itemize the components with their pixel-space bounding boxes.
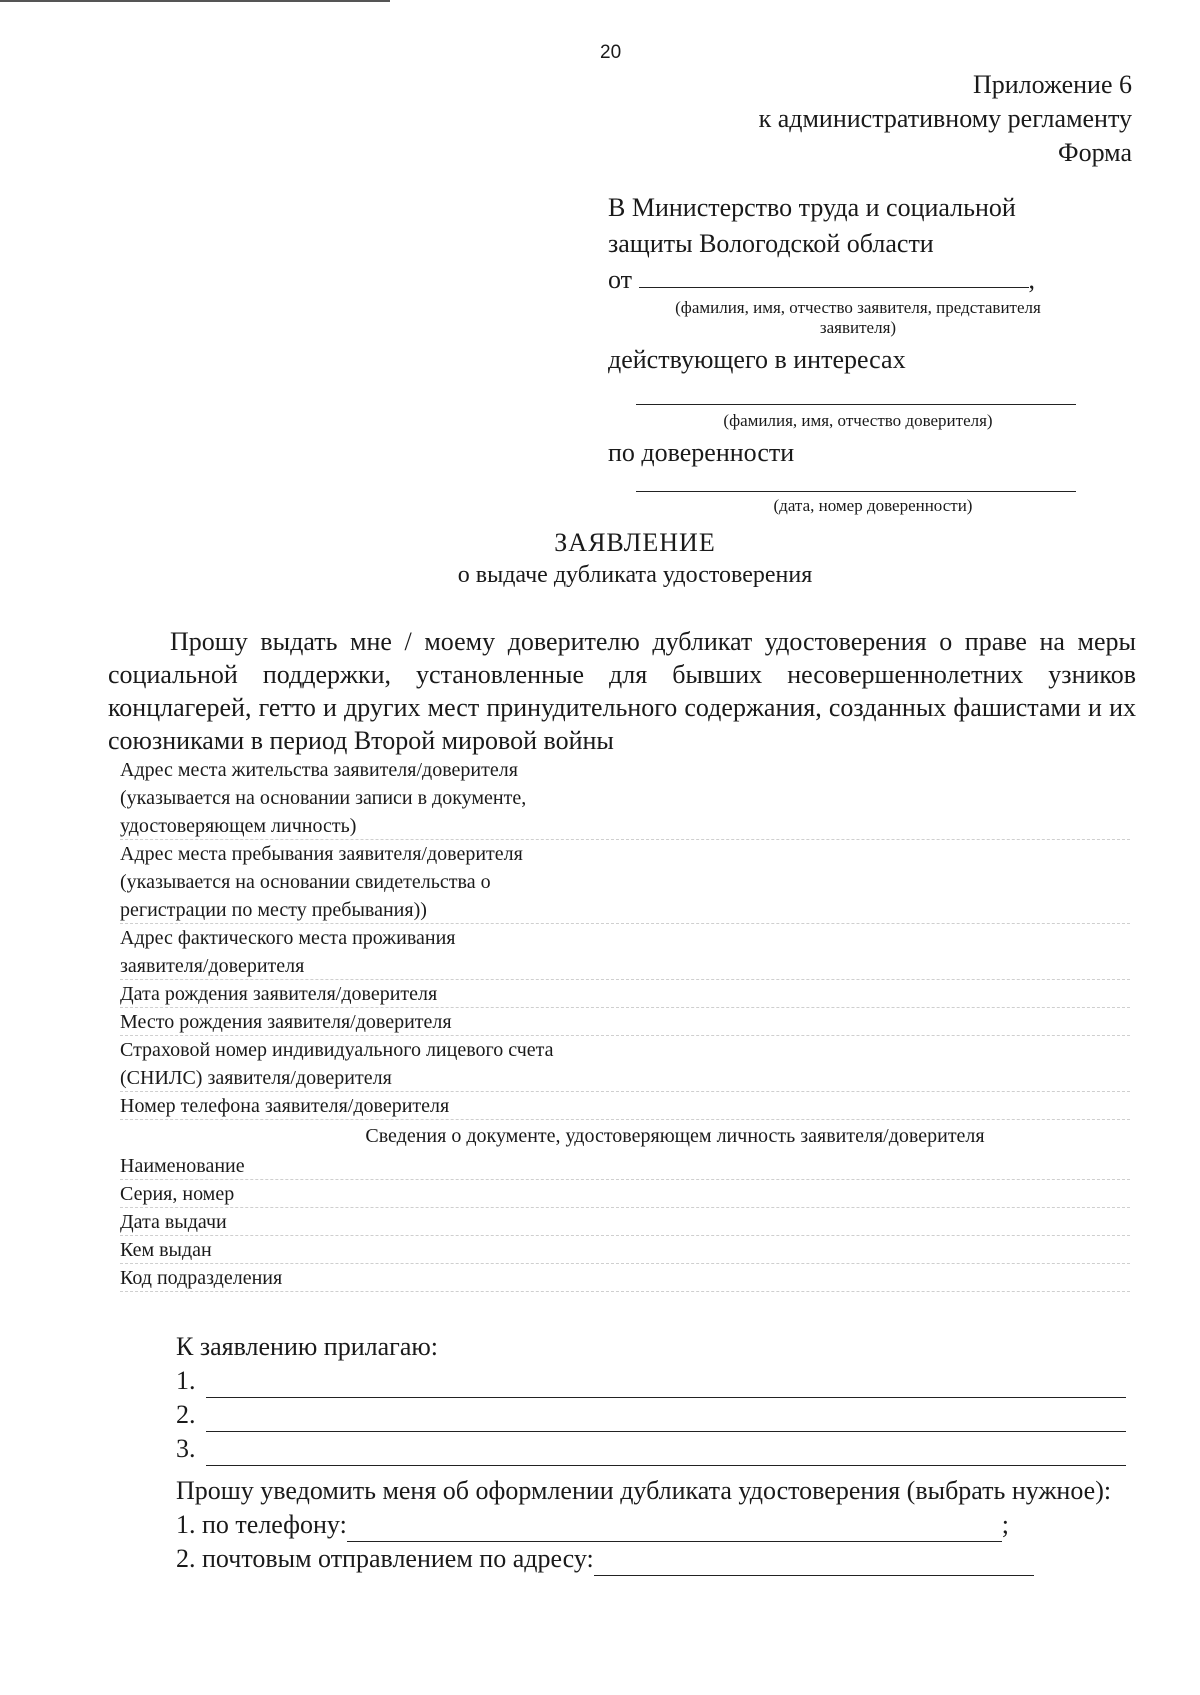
acting-hint: (фамилия, имя, отчество доверителя): [723, 411, 993, 430]
from-comma: ,: [1028, 265, 1036, 294]
id-document-field-label: Дата выдачи: [120, 1211, 227, 1233]
attachment-number: 3.: [176, 1434, 196, 1463]
id-document-field-label: Код подразделения: [120, 1267, 283, 1289]
applicant-field[interactable]: [120, 1008, 1130, 1036]
notify-option-mail[interactable]: [176, 1542, 1128, 1576]
notify-option-phone-end: ;: [1001, 1510, 1010, 1539]
applicant-field-label: Адрес места жительства заявителя/доверителя: [120, 759, 518, 781]
proxy-field[interactable]: [636, 471, 1076, 492]
applicant-field-label: Страховой номер индивидуального лицевого счета: [120, 1039, 554, 1061]
applicant-fields: [120, 756, 1130, 1292]
attachment-field[interactable]: [206, 1371, 1127, 1398]
applicant-field-label: Номер телефона заявителя/доверителя: [120, 1095, 450, 1117]
notify-option-mail-label: 2. почтовым отправлением по адресу:: [176, 1544, 594, 1573]
attachments-block: [176, 1330, 1126, 1466]
applicant-field-list: [120, 756, 1130, 1120]
addressee-line-2: защиты Вологодской области: [608, 229, 934, 258]
from-row: [608, 262, 1078, 298]
attachment-row: [176, 1432, 1126, 1466]
document-title: ЗАЯВЛЕНИЕ: [554, 528, 716, 557]
proxy-hint: (дата, номер доверенности): [773, 496, 973, 515]
applicant-field-label: (СНИЛС) заявителя/доверителя: [120, 1067, 392, 1089]
attachment-number: 1.: [176, 1366, 196, 1395]
id-document-field[interactable]: [120, 1264, 1130, 1292]
applicant-field-label: Адрес фактического места проживания: [120, 927, 456, 949]
scan-edge-line: [0, 0, 390, 2]
applicant-field-label: (указывается на основании свидетельства о: [120, 871, 491, 893]
form-label: Форма: [1058, 138, 1132, 167]
from-name-field[interactable]: [639, 263, 1029, 288]
attachment-number: 2.: [176, 1400, 196, 1429]
addressee-line-1: В Министерство труда и социальной: [608, 193, 1016, 222]
appendix-label: Приложение 6: [972, 70, 1132, 99]
notify-option-phone-label: 1. по телефону:: [176, 1510, 347, 1539]
applicant-field[interactable]: [120, 1092, 1130, 1120]
applicant-field-label: (указывается на основании записи в документе,: [120, 787, 527, 809]
document-subtitle: о выдаче дубликата удостоверения: [457, 562, 813, 588]
applicant-field[interactable]: [120, 756, 1130, 840]
applicant-field-label: Место рождения заявителя/доверителя: [120, 1011, 452, 1033]
applicant-field-label: регистрации по месту пребывания)): [120, 899, 427, 921]
request-paragraph: Прошу выдать мне / моему доверителю дубликат удостоверения о праве на меры социальной поддержки, установленные для бывших несовершеннолетних узников концлагерей, гетто и других мест принудительного содержания, созданных фашистами и их союзниками в период Второй мировой войны: [108, 627, 1136, 755]
regulation-label: к административному регламенту: [758, 104, 1132, 133]
attachment-field[interactable]: [206, 1439, 1127, 1466]
page-number: 20: [600, 42, 622, 63]
attachment-field[interactable]: [206, 1405, 1127, 1432]
id-document-field[interactable]: [120, 1180, 1130, 1208]
proxy-label: по доверенности: [608, 438, 795, 467]
id-document-field-label: Кем выдан: [120, 1239, 212, 1261]
applicant-field-label: удостоверяющем личность): [120, 815, 357, 837]
from-label: от: [608, 265, 633, 294]
attachments-label: К заявлению прилагаю:: [176, 1332, 439, 1361]
id-field-list: [120, 1152, 1130, 1292]
attachments-list: [176, 1364, 1126, 1466]
applicant-field-label: Адрес места пребывания заявителя/доверителя: [120, 843, 523, 865]
id-document-field[interactable]: [120, 1236, 1130, 1264]
field-rule: [120, 1291, 1130, 1292]
applicant-field[interactable]: [120, 840, 1130, 924]
field-rule: [120, 1119, 1130, 1120]
applicant-field[interactable]: [120, 1036, 1130, 1092]
attachment-row: [176, 1364, 1126, 1398]
acting-label: действующего в интересах: [608, 345, 906, 374]
notify-option-phone[interactable]: [176, 1508, 1128, 1542]
trustor-name-field[interactable]: [636, 378, 1076, 405]
from-hint: (фамилия, имя, отчество заявителя, представителя заявителя): [675, 298, 1041, 337]
applicant-field[interactable]: [120, 980, 1130, 1008]
id-document-field[interactable]: [120, 1152, 1130, 1180]
applicant-field-label: заявителя/доверителя: [120, 955, 305, 977]
id-document-field-label: Серия, номер: [120, 1183, 235, 1205]
id-document-field[interactable]: [120, 1208, 1130, 1236]
notification-block: [108, 1474, 1128, 1576]
applicant-field[interactable]: [120, 924, 1130, 980]
id-document-field-label: Наименование: [120, 1155, 245, 1177]
applicant-field-label: Дата рождения заявителя/доверителя: [120, 983, 438, 1005]
mail-address-field[interactable]: [594, 1549, 1034, 1576]
phone-field[interactable]: [347, 1515, 1002, 1542]
notify-text: Прошу уведомить меня об оформлении дубликата удостоверения (выбрать нужное):: [176, 1476, 1112, 1505]
addressee-block: [608, 190, 1078, 516]
id-document-heading: Сведения о документе, удостоверяющем личность заявителя/доверителя: [365, 1125, 985, 1147]
attachment-row: [176, 1398, 1126, 1432]
appendix-header: [759, 68, 1132, 170]
